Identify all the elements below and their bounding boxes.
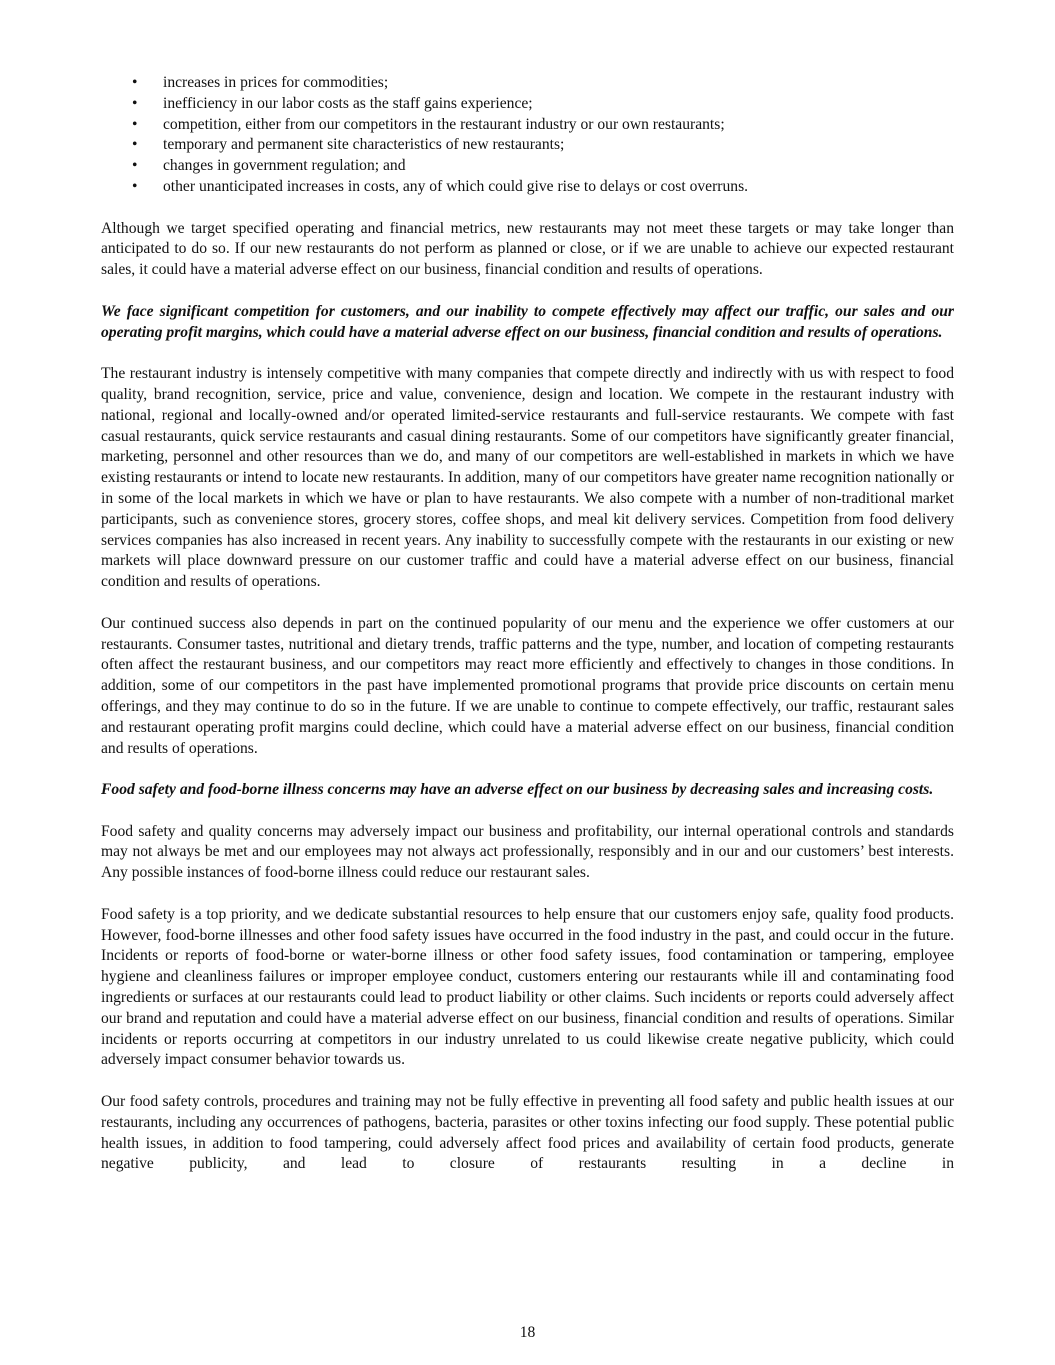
bullet-text: other unanticipated increases in costs, any of which could give rise to delays or cost overruns. bbox=[163, 177, 749, 195]
bullet-item bbox=[101, 73, 954, 94]
bullet-text: changes in government regulation; and bbox=[163, 157, 406, 175]
targets-paragraph: Although we target specified operating and financial metrics, new restaurants may not meet these targets or may take longer than anticipated to do so. If our new restaurants do not perform as planned or close, or if we are unable to achieve our expected restaurant sales, it could have a material adverse effect on our business, financial condition and results of operations. bbox=[101, 219, 954, 279]
food-safety-paragraph-2: Food safety is a top priority, and we dedicate substantial resources to help ensure that our customers enjoy safe, quality food products. However, food-borne illnesses and other food safety issues have occurred in the food industry in the past, and could occur in the future. Incidents or reports of food-borne or water-borne illness or other food safety issues, food contamination or tampering, employee hygiene and cleanliness failures or improper employee conduct, customers entering our restaurants while ill and contaminating food ingredients or surfaces at our restaurants could lead to product liability or other claims. Such incidents or reports could adversely affect our brand and reputation and could have a material adverse effect on our business, financial condition and results of operations. Similar incidents or reports occurring at competitors in our industry unrelated to us could likewise create negative publicity, which could adversely impact consumer behavior towards us. bbox=[101, 905, 954, 1069]
food-safety-paragraph-3: Our food safety controls, procedures and training may not be fully effective in preventing all food safety and public health issues at our restaurants, including any occurrences of pathogens, bacteria, parasites or other toxins infecting our food supply. These potential public health issues, in addition to food tampering, could adversely affect food prices and availability of certain food products, generate negative publicity, and lead to closure of restaurants resulting in a decline in bbox=[101, 1093, 954, 1173]
bullet-icon: • bbox=[132, 136, 138, 154]
bullet-item bbox=[101, 156, 954, 177]
bullet-text: competition, either from our competitors in the restaurant industry or our own restaurants; bbox=[163, 115, 725, 133]
page-number: 18 bbox=[519, 1324, 536, 1341]
bullet-icon: • bbox=[132, 94, 138, 112]
bullet-item bbox=[101, 177, 954, 198]
bullet-icon: • bbox=[132, 74, 138, 91]
competition-paragraph-1: The restaurant industry is intensely competitive with many companies that compete directly and indirectly with us with respect to food quality, brand recognition, service, price and value, convenience, design and location. We compete in the restaurant industry with national, regional and locally-owned and/or operated limited-service restaurants and full-service restaurants. We compete with fast casual restaurants, quick service restaurants and casual dining restaurants. Some of our competitors have significantly greater financial, marketing, personnel and other resources than we do, and many of our competitors are well-established in markets in which we have existing restaurants or intend to locate new restaurants. In addition, many of our competitors have greater name recognition nationally or in some of the local markets in which we have or plan to have restaurants. We also compete with a number of non-traditional market participants, such as convenience stores, grocery stores, coffee shops, and meal kit delivery services. Competition from food delivery services companies has also increased in recent years. Any inability to successfully compete with the restaurants in our existing or new markets will place downward pressure on our customer traffic and could have a material adverse effect on our business, financial condition and results of operations. bbox=[101, 365, 954, 591]
bullet-text: temporary and permanent site characteristics of new restaurants; bbox=[163, 136, 565, 154]
bullet-text: inefficiency in our labor costs as the staff gains experience; bbox=[163, 94, 533, 112]
bullet-icon: • bbox=[132, 157, 138, 175]
food-safety-paragraph-1: Food safety and quality concerns may adversely impact our business and profitability, our internal operational controls and standards may not always be met and our employees may not always act professionally, responsibly and in our and our customers’ best interests. Any possible instances of food-borne illness could reduce our restaurant sales. bbox=[101, 822, 954, 882]
bullet-item bbox=[101, 94, 954, 115]
document-page bbox=[101, 73, 954, 1175]
cost-risk-bullet-list bbox=[101, 73, 954, 198]
bullet-text: increases in prices for commodities; bbox=[163, 74, 389, 91]
competition-risk-heading: We face significant competition for customers, and our inability to compete effectively may affect our traffic, our sales and our operating profit margins, which could have a material adverse effect on our business, financial condition and results of operations. bbox=[101, 302, 954, 341]
bullet-icon: • bbox=[132, 115, 138, 133]
competition-paragraph-2: Our continued success also depends in part on the continued popularity of our menu and the experience we offer customers at our restaurants. Consumer tastes, nutritional and dietary trends, traffic patterns and the type, number, and location of competing restaurants often affect the restaurant business, and our competitors may react more efficiently and effectively to changes in those conditions. In addition, some of our competitors in the past have implemented promotional programs that provide price discounts on certain menu offerings, and they may continue to do so in the future. If we are unable to continue to compete effectively, our traffic, restaurant sales and restaurant operating profit margins could decline, which could have a material adverse effect on our business, financial condition and results of operations. bbox=[101, 614, 954, 757]
food-safety-risk-heading: Food safety and food-borne illness concerns may have an adverse effect on our business by decreasing sales and increasing costs. bbox=[101, 781, 934, 799]
bullet-item bbox=[101, 115, 954, 136]
bullet-item bbox=[101, 135, 954, 156]
bullet-icon: • bbox=[132, 177, 138, 195]
